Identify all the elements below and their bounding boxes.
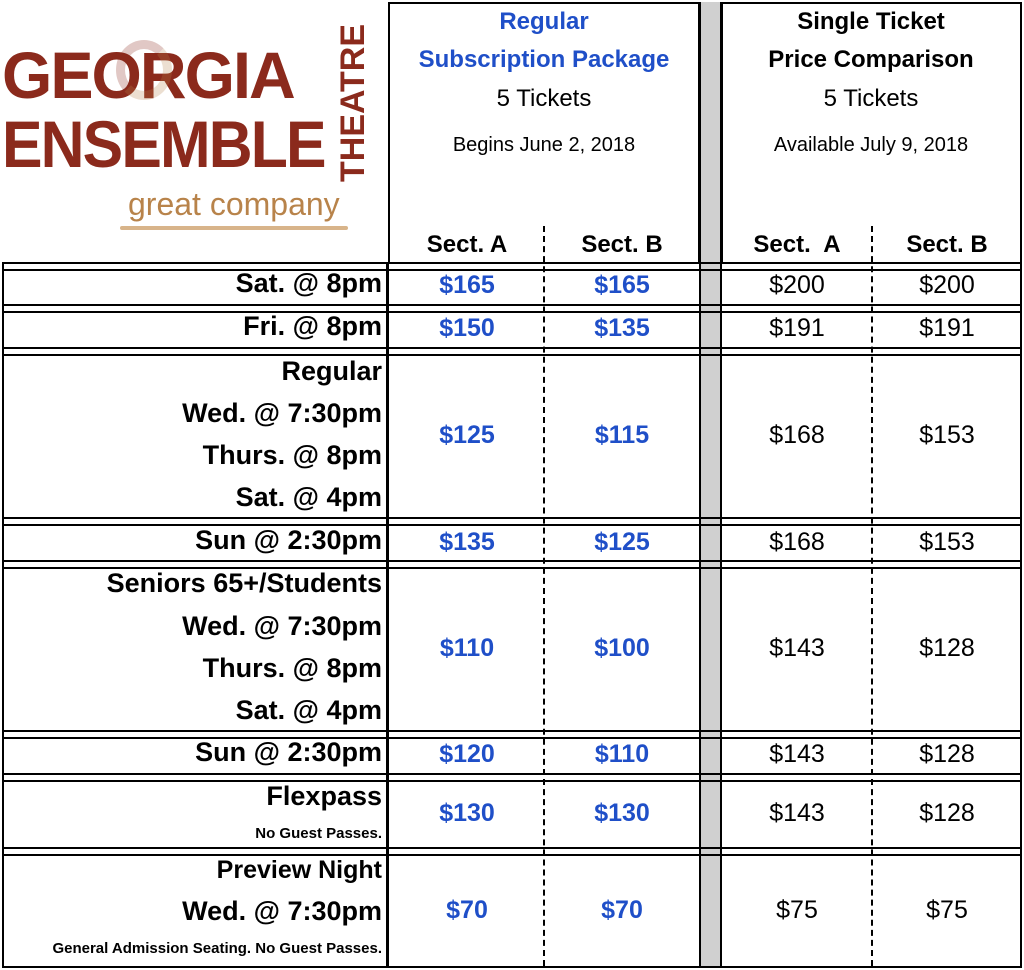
logo-ring-icon xyxy=(116,40,172,100)
single-date: Available July 9, 2018 xyxy=(773,133,969,156)
price-single-b: $153 xyxy=(919,527,975,556)
row-note: General Admission Seating. No Guest Passes. xyxy=(52,940,382,957)
price-single-a: $200 xyxy=(769,270,825,299)
price-single-b: $128 xyxy=(919,798,975,827)
price-single-a: $143 xyxy=(769,633,825,662)
single-section-b-header: Sect. B xyxy=(906,231,988,258)
price-single-a: $143 xyxy=(769,798,825,827)
logo-line-georgia: GEORGIA xyxy=(2,38,294,112)
subscription-date: Begins June 2, 2018 xyxy=(452,133,636,156)
price-single-b: $200 xyxy=(919,270,975,299)
price-single-b: $128 xyxy=(919,633,975,662)
price-subscription-b: $115 xyxy=(594,420,650,449)
row-label: Wed. @ 7:30pm xyxy=(182,611,382,641)
price-subscription-b: $110 xyxy=(594,739,650,768)
price-subscription-a: $150 xyxy=(439,313,495,342)
row-heading-preview-night: Preview Night xyxy=(216,856,382,884)
price-subscription-b: $165 xyxy=(594,270,650,299)
price-subscription-a: $135 xyxy=(439,527,495,556)
row-note: No Guest Passes. xyxy=(255,825,382,842)
price-single-a: $168 xyxy=(769,527,825,556)
price-subscription-b: $135 xyxy=(594,313,650,342)
row-heading-flexpass: Flexpass xyxy=(266,781,382,811)
subscription-section-a-header: Sect. A xyxy=(426,231,508,258)
row-label: Wed. @ 7:30pm xyxy=(182,398,382,428)
price-single-b: $75 xyxy=(926,895,968,924)
price-subscription-a: $120 xyxy=(439,739,495,768)
row-label: Fri. @ 8pm xyxy=(243,311,382,341)
logo-vertical-theatre: THEATRE xyxy=(334,23,372,182)
label-column-border xyxy=(386,263,389,968)
subscription-section-b-header: Sect. B xyxy=(581,231,663,258)
price-subscription-a: $130 xyxy=(439,798,495,827)
row-label: Sat. @ 4pm xyxy=(235,695,382,725)
row-label: Sat. @ 4pm xyxy=(235,482,382,512)
price-subscription-b: $100 xyxy=(594,633,650,662)
row-label: Wed. @ 7:30pm xyxy=(182,896,382,926)
price-subscription-a: $110 xyxy=(439,633,495,662)
row-label: Thurs. @ 8pm xyxy=(202,653,382,683)
row-label: Thurs. @ 8pm xyxy=(202,440,382,470)
subscription-ticket-count: 5 Tickets xyxy=(496,85,592,112)
subscription-subtitle: Subscription Package xyxy=(418,46,670,73)
price-subscription-b: $125 xyxy=(594,527,650,556)
price-single-a: $143 xyxy=(769,739,825,768)
price-subscription-b: $70 xyxy=(601,895,643,924)
single-section-a-header: Sect. A xyxy=(753,231,841,258)
price-subscription-a: $165 xyxy=(439,270,495,299)
row-heading-regular: Regular xyxy=(281,356,382,386)
single-subtitle: Price Comparison xyxy=(768,46,974,73)
logo-underline xyxy=(120,226,348,230)
row-label: Sun @ 2:30pm xyxy=(195,525,382,555)
row-label: Sun @ 2:30pm xyxy=(195,737,382,767)
single-ticket-count: 5 Tickets xyxy=(823,85,919,112)
logo xyxy=(0,0,386,262)
price-subscription-b: $130 xyxy=(594,798,650,827)
logo-line-ensemble: ENSEMBLE xyxy=(2,107,325,181)
single-title: Single Ticket xyxy=(797,8,945,35)
row-label: Sat. @ 8pm xyxy=(235,268,382,298)
price-subscription-a: $70 xyxy=(446,895,488,924)
subscription-title: Regular xyxy=(499,8,589,35)
price-single-a: $191 xyxy=(769,313,825,342)
price-single-a: $168 xyxy=(769,420,825,449)
price-single-b: $191 xyxy=(919,313,975,342)
price-single-b: $153 xyxy=(919,420,975,449)
price-single-a: $75 xyxy=(776,895,818,924)
price-single-b: $128 xyxy=(919,739,975,768)
price-subscription-a: $125 xyxy=(439,420,495,449)
logo-tagline: great company xyxy=(128,186,340,222)
row-heading-seniors-students: Seniors 65+/Students xyxy=(106,568,382,598)
